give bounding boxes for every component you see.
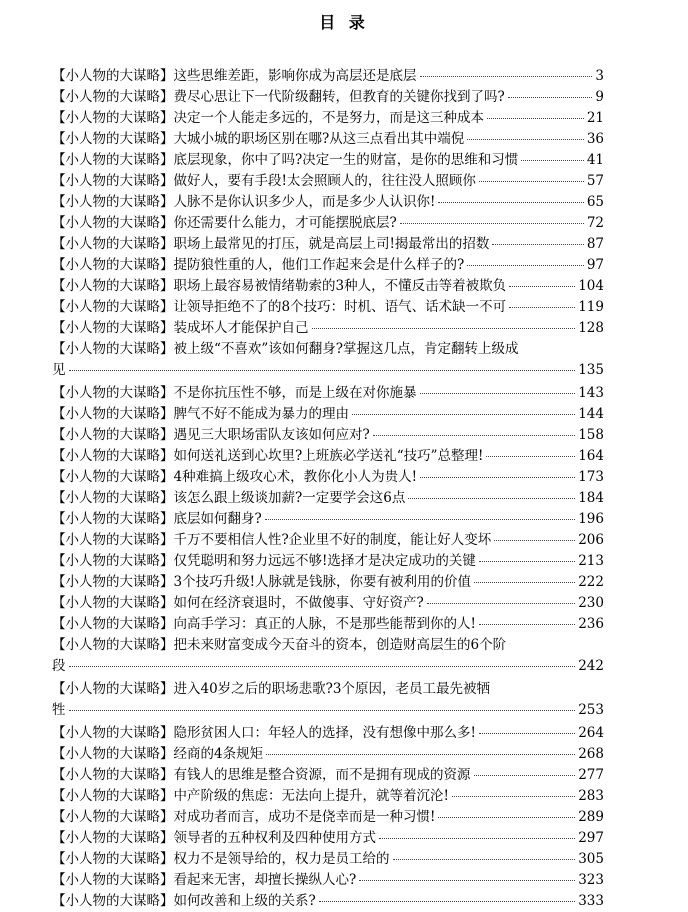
toc-entry[interactable] — [52, 66, 604, 87]
toc-entry[interactable] — [52, 723, 604, 744]
toc-entry-row — [52, 255, 604, 276]
toc-entry-row — [52, 467, 604, 488]
toc-entry[interactable] — [52, 807, 604, 828]
toc-entry-page-number: 57 — [586, 173, 604, 189]
toc-entry-page-number: 264 — [578, 725, 604, 741]
toc-entry-title: 【小人物的大谋略】千万不要相信人性?企业里不好的制度，能让好人变坏 — [52, 532, 492, 548]
toc-entry-row — [52, 488, 604, 509]
leader-dots — [438, 817, 575, 818]
toc-entry-title: 【小人物的大谋略】遇见三大职场雷队友该如何应对? — [52, 427, 370, 443]
toc-entry-page-number: 143 — [578, 385, 604, 401]
toc-entry-title: 【小人物的大谋略】费尽心思让下一代阶级翻转，但教育的关键你找到了吗? — [52, 89, 505, 105]
toc-entry-title: 【小人物的大谋略】不是你抗压性不够，而是上级在对你施暴 — [52, 385, 417, 401]
toc-entry-title: 【小人物的大谋略】脾气不好不能成为暴力的理由 — [52, 406, 349, 422]
toc-entry-title: 【小人物的大谋略】职场上最容易被情绪勒索的3种人，不懂反击等着被欺负 — [52, 278, 507, 294]
toc-entry-title: 【小人物的大谋略】3个技巧升级!人脉就是钱脉，你要有被利用的价值 — [52, 574, 472, 590]
leader-dots — [479, 181, 584, 182]
toc-entry-row — [52, 849, 604, 870]
leader-dots — [508, 97, 593, 98]
toc-entry-page-number: 9 — [595, 89, 604, 105]
toc-entry[interactable] — [52, 509, 604, 530]
toc-entry-title: 【小人物的大谋略】做好人，要有手段!太会照顾人的，往往没人照顾你 — [52, 173, 476, 189]
toc-entry-title: 【小人物的大谋略】看起来无害，却擅长操纵人心? — [52, 872, 357, 888]
toc-entry-title: 【小人物的大谋略】职场上最常见的打压，就是高层上司!揭最常出的招数 — [52, 236, 490, 252]
toc-entry-title: 【小人物的大谋略】装成坏人才能保护自己 — [52, 320, 309, 336]
toc-entry-row — [52, 786, 604, 807]
leader-dots — [393, 859, 576, 860]
toc-entry-title: 【小人物的大谋略】隐形贫困人口：年轻人的选择，没有想像中那么多! — [52, 725, 476, 741]
toc-entry-title: 【小人物的大谋略】对成功者而言，成功不是侥幸而是一种习惯! — [52, 809, 436, 825]
toc-entry-page-number: 277 — [578, 767, 604, 783]
toc-entry-page-number: 222 — [578, 574, 604, 590]
toc-entry-row — [52, 129, 604, 150]
toc-entry-row — [52, 530, 604, 551]
toc-entry[interactable] — [52, 383, 604, 404]
toc-entry-row — [52, 297, 604, 318]
toc-entry-page-number: 104 — [578, 278, 604, 294]
toc-entry-row — [52, 744, 604, 765]
toc-entry[interactable] — [52, 488, 604, 509]
toc-entry-page-number: 206 — [578, 532, 604, 548]
toc-entry-page-number: 135 — [578, 362, 604, 378]
toc-entry-row — [52, 360, 604, 381]
toc-entry-title: 【小人物的大谋略】向高手学习：真正的人脉，不是那些能帮到你的人! — [52, 616, 476, 632]
toc-entry-title: 【小人物的大谋略】让领导拒绝不了的8个技巧：时机、语气、话术缺一不可 — [52, 299, 507, 315]
toc-entry[interactable] — [52, 129, 604, 150]
toc-entry-row — [52, 108, 604, 129]
toc-entry-page-number: 173 — [578, 469, 604, 485]
toc-entry[interactable] — [52, 679, 604, 721]
toc-entry[interactable] — [52, 171, 604, 192]
leader-dots — [379, 838, 575, 839]
toc-entry[interactable] — [52, 108, 604, 129]
toc-entry-page-number: 158 — [578, 427, 604, 443]
toc-entry[interactable] — [52, 765, 604, 786]
toc-entry[interactable] — [52, 870, 604, 891]
toc-entry-row — [52, 192, 604, 213]
leader-dots — [486, 456, 575, 457]
toc-entry-row — [52, 807, 604, 828]
toc-entry-title: 【小人物的大谋略】进入40岁之后的职场悲歌?3个原因，老员工最先被牺 — [52, 681, 491, 697]
toc-entry-title: 【小人物的大谋略】如何在经济衰退时，不做傻事、守好资产? — [52, 595, 424, 611]
toc-entry-row — [52, 572, 604, 593]
leader-dots — [521, 160, 584, 161]
toc-entry[interactable] — [52, 572, 604, 593]
toc-entry[interactable] — [52, 849, 604, 870]
toc-entry-title: 【小人物的大谋略】仅凭聪明和努力远远不够!选择才是决定成功的关键 — [52, 553, 476, 569]
toc-entry-page-number: 21 — [586, 110, 604, 126]
toc-entry-row — [52, 870, 604, 891]
toc-entry[interactable] — [52, 635, 604, 677]
leader-dots — [420, 76, 593, 77]
toc-entry-page-number: 213 — [578, 553, 604, 569]
toc-entry-title: 【小人物的大谋略】有钱人的思维是整合资源，而不是拥有现成的资源 — [52, 767, 471, 783]
toc-entry-page-number: 3 — [595, 68, 604, 84]
leader-dots — [509, 286, 575, 287]
toc-entry-page-number: 283 — [578, 788, 604, 804]
toc-entry[interactable] — [52, 828, 604, 849]
toc-entry-title: 【小人物的大谋略】该怎么跟上级谈加薪?一定要学会这6点 — [52, 490, 406, 506]
toc-entry-page-number: 253 — [578, 702, 604, 718]
leader-dots — [69, 666, 576, 667]
toc-entry-title-continued: 见 — [52, 362, 66, 378]
toc-entry-page-number: 144 — [578, 406, 604, 422]
toc-entry-title: 【小人物的大谋略】领导者的五种权利及四种使用方式 — [52, 830, 376, 846]
toc-entry-title: 【小人物的大谋略】4种难搞上级攻心术，教你化小人为贵人! — [52, 469, 418, 485]
toc-entry-row — [52, 425, 604, 446]
toc-entry-row — [52, 656, 604, 677]
leader-dots — [479, 561, 575, 562]
toc-entry-page-number: 297 — [578, 830, 604, 846]
toc-entry[interactable] — [52, 318, 604, 339]
toc-entry-title: 【小人物的大谋略】决定一个人能走多远的，不是努力，而是这三种成本 — [52, 110, 484, 126]
toc-entry-row — [52, 318, 604, 339]
toc-entry-row — [52, 828, 604, 849]
toc-entry-title: 【小人物的大谋略】权力不是领导给的，权力是员工给的 — [52, 851, 390, 867]
leader-dots — [467, 139, 584, 140]
toc-entry-page-number: 164 — [578, 448, 604, 464]
leader-dots — [312, 328, 576, 329]
leader-dots — [319, 901, 575, 902]
toc-entry-page-number: 87 — [586, 236, 604, 252]
toc-entry-page-number: 242 — [578, 658, 604, 674]
leader-dots — [494, 540, 575, 541]
leader-dots — [479, 624, 575, 625]
toc-entry-page-number: 184 — [578, 490, 604, 506]
toc-entry-row — [52, 87, 604, 108]
toc-entry-page-number: 236 — [578, 616, 604, 632]
toc-entry-page-number: 97 — [586, 257, 604, 273]
leader-dots — [427, 603, 575, 604]
toc-entry[interactable] — [52, 891, 604, 912]
toc-list — [52, 66, 604, 912]
toc-entry-row — [52, 171, 604, 192]
toc-entry-row — [52, 891, 604, 912]
toc-entry-row — [52, 234, 604, 255]
toc-entry[interactable] — [52, 530, 604, 551]
toc-entry-page-number: 119 — [578, 299, 604, 315]
toc-entry-page-number: 289 — [578, 809, 604, 825]
toc-entry-row — [52, 700, 604, 721]
toc-entry[interactable] — [52, 297, 604, 318]
toc-entry-page-number: 268 — [578, 746, 604, 762]
leader-dots — [474, 582, 575, 583]
toc-entry-row — [52, 593, 604, 614]
toc-entry-title: 【小人物的大谋略】被上级“不喜欢”该如何翻身?掌握这几点，肯定翻转上级成 — [52, 341, 519, 357]
toc-entry[interactable] — [52, 404, 604, 425]
toc-entry-row — [52, 509, 604, 530]
toc-entry-row — [52, 446, 604, 467]
toc-entry-row — [52, 213, 604, 234]
toc-entry[interactable] — [52, 614, 604, 635]
toc-entry-title: 【小人物的大谋略】经商的4条规矩 — [52, 746, 264, 762]
toc-entry-row — [52, 765, 604, 786]
toc-entry[interactable] — [52, 87, 604, 108]
page-title: 目 录 — [319, 13, 369, 32]
leader-dots — [474, 775, 576, 776]
leader-dots — [408, 498, 575, 499]
toc-entry-row — [52, 723, 604, 744]
leader-dots — [509, 307, 575, 308]
leader-dots — [452, 796, 575, 797]
toc-entry-page-number: 230 — [578, 595, 604, 611]
leader-dots — [420, 393, 576, 394]
toc-entry[interactable] — [52, 467, 604, 488]
toc-entry-page-number: 65 — [586, 194, 604, 210]
toc-entry-page-number: 128 — [578, 320, 604, 336]
leader-dots — [265, 519, 575, 520]
toc-entry-row — [52, 383, 604, 404]
toc-entry[interactable] — [52, 551, 604, 572]
leader-dots — [479, 733, 575, 734]
toc-entry-title: 【小人物的大谋略】这些思维差距，影响你成为高层还是底层 — [52, 68, 417, 84]
toc-entry-title: 【小人物的大谋略】把未来财富变成今天奋斗的资本，创造财高层生的6个阶 — [52, 637, 507, 653]
toc-entry[interactable] — [52, 255, 604, 276]
toc-entry-title: 【小人物的大谋略】底层如何翻身? — [52, 511, 262, 527]
toc-entry-row — [52, 551, 604, 572]
toc-entry[interactable] — [52, 276, 604, 297]
leader-dots — [487, 118, 584, 119]
leader-dots — [467, 265, 584, 266]
toc-entry-row — [52, 614, 604, 635]
toc-entry[interactable] — [52, 744, 604, 765]
toc-entry-title: 【小人物的大谋略】如何改善和上级的关系? — [52, 893, 316, 909]
toc-entry-page-number: 196 — [578, 511, 604, 527]
leader-dots — [492, 244, 583, 245]
leader-dots — [352, 414, 575, 415]
toc-entry[interactable] — [52, 339, 604, 381]
toc-entry-page-number: 36 — [586, 131, 604, 147]
toc-entry-title: 【小人物的大谋略】底层现象，你中了吗?决定一生的财富，是你的思维和习惯 — [52, 152, 519, 168]
toc-entry-row — [52, 276, 604, 297]
toc-entry[interactable] — [52, 593, 604, 614]
toc-entry[interactable] — [52, 425, 604, 446]
leader-dots — [420, 477, 575, 478]
toc-entry-title: 【小人物的大谋略】如何送礼送到心坎里?上班族必学送礼“技巧”总整理! — [52, 448, 484, 464]
toc-entry-page-number: 41 — [586, 152, 604, 168]
leader-dots — [69, 370, 576, 371]
leader-dots — [69, 710, 576, 711]
toc-entry-title-continued: 段 — [52, 658, 66, 674]
toc-entry-page-number: 323 — [578, 872, 604, 888]
leader-dots — [266, 754, 575, 755]
toc-entry-title: 【小人物的大谋略】中产阶级的焦虑：无法向上提升，就等着沉沦! — [52, 788, 449, 804]
toc-entry[interactable] — [52, 213, 604, 234]
toc-entry-page-number: 305 — [578, 851, 604, 867]
toc-entry[interactable] — [52, 234, 604, 255]
toc-entry-title: 【小人物的大谋略】提防狼性重的人，他们工作起来会是什么样子的? — [52, 257, 465, 273]
toc-entry[interactable] — [52, 192, 604, 213]
leader-dots — [373, 435, 575, 436]
toc-entry-row — [52, 404, 604, 425]
leader-dots — [438, 202, 583, 203]
leader-dots — [400, 223, 584, 224]
toc-entry[interactable] — [52, 786, 604, 807]
toc-entry-page-number: 333 — [578, 893, 604, 909]
toc-entry-page-number: 72 — [586, 215, 604, 231]
leader-dots — [359, 880, 575, 881]
toc-entry[interactable] — [52, 150, 604, 171]
toc-entry-row — [52, 66, 604, 87]
toc-entry-row — [52, 150, 604, 171]
toc-entry[interactable] — [52, 446, 604, 467]
toc-entry-title-continued: 牲 — [52, 702, 66, 718]
toc-entry-title: 【小人物的大谋略】人脉不是你认识多少人，而是多少人认识你! — [52, 194, 436, 210]
toc-entry-title: 【小人物的大谋略】你还需要什么能力，才可能摆脱底层? — [52, 215, 397, 231]
toc-entry-title: 【小人物的大谋略】大城小城的职场区别在哪?从这三点看出其中端倪 — [52, 131, 465, 147]
